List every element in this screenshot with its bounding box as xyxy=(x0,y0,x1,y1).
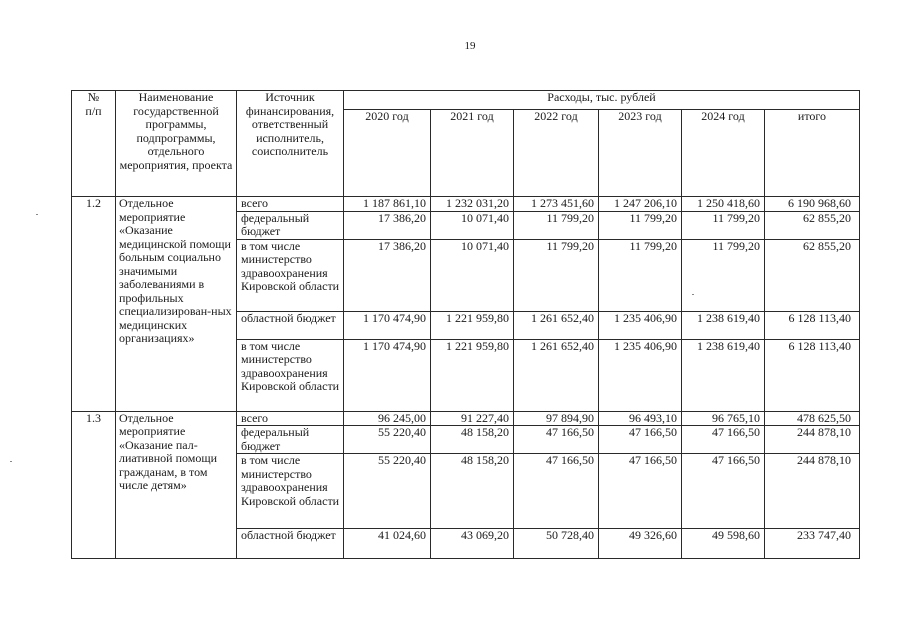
value-cell: 43 069,20 xyxy=(431,529,514,559)
value-cell: 50 728,40 xyxy=(514,529,599,559)
header-expenses: Расходы, тыс. рублей xyxy=(344,91,860,110)
source-cell: в том числе министерство здравоохранения Кировской области xyxy=(237,454,344,529)
value-cell: 1 170 474,90 xyxy=(344,339,431,411)
source-cell: всего xyxy=(237,411,344,426)
value-cell: 47 166,50 xyxy=(599,426,682,454)
header-name: Наименование государственной программы, подпрограммы, отдельного мероприятия, проекта xyxy=(116,91,237,197)
value-cell: 48 158,20 xyxy=(431,426,514,454)
expenses-table xyxy=(71,90,860,559)
value-cell: 1 261 652,40 xyxy=(514,339,599,411)
table-row xyxy=(72,411,860,426)
value-cell: 1 247 206,10 xyxy=(599,197,682,212)
total-cell: 244 878,10 xyxy=(765,454,860,529)
value-cell: 48 158,20 xyxy=(431,454,514,529)
measure-name: Отдельное мероприятие «Оказание пал-лиативной помощи гражданам, в том числе детям» xyxy=(116,411,237,559)
value-cell: 11 799,20 xyxy=(599,211,682,239)
header-year-2020: 2020 год xyxy=(344,110,431,197)
value-cell: 1 238 619,40 xyxy=(682,311,765,339)
total-cell: 6 190 968,60 xyxy=(765,197,860,212)
value-cell: 47 166,50 xyxy=(682,426,765,454)
row-number: 1.3 xyxy=(72,411,116,559)
value-cell: 47 166,50 xyxy=(599,454,682,529)
value-cell: 1 238 619,40 xyxy=(682,339,765,411)
value-cell: 1 261 652,40 xyxy=(514,311,599,339)
value-cell: 17 386,20 xyxy=(344,211,431,239)
total-cell: 244 878,10 xyxy=(765,426,860,454)
row-number: 1.2 xyxy=(72,197,116,412)
source-cell: федеральный бюджет xyxy=(237,211,344,239)
value-cell: 47 166,50 xyxy=(682,454,765,529)
value-cell: 1 221 959,80 xyxy=(431,339,514,411)
source-cell: в том числе министерство здравоохранения Кировской области xyxy=(237,339,344,411)
value-cell: 10 071,40 xyxy=(431,239,514,311)
value-cell: 17 386,20 xyxy=(344,239,431,311)
header-year-2021: 2021 год xyxy=(431,110,514,197)
value-cell: 49 598,60 xyxy=(682,529,765,559)
value-cell: 1 221 959,80 xyxy=(431,311,514,339)
value-cell: 91 227,40 xyxy=(431,411,514,426)
header-year-2022: 2022 год xyxy=(514,110,599,197)
header-year-2023: 2023 год xyxy=(599,110,682,197)
source-cell: федеральный бюджет xyxy=(237,426,344,454)
value-cell: 11 799,20 xyxy=(514,211,599,239)
source-cell: в том числе министерство здравоохранения Кировской области xyxy=(237,239,344,311)
value-cell: 96 765,10 xyxy=(682,411,765,426)
header-total: итого xyxy=(765,110,860,197)
value-cell: 1 235 406,90 xyxy=(599,311,682,339)
scan-speck xyxy=(36,214,38,215)
scan-speck xyxy=(10,461,12,462)
value-cell: 96 245,00 xyxy=(344,411,431,426)
value-cell: 11 799,20 xyxy=(514,239,599,311)
header-source: Источник финансирования, ответственный исполнитель, соисполнитель xyxy=(237,91,344,197)
total-cell: 62 855,20 xyxy=(765,211,860,239)
value-cell: 41 024,60 xyxy=(344,529,431,559)
value-cell: 47 166,50 xyxy=(514,426,599,454)
measure-name: Отдельное мероприятие «Оказание медицинской помощи больным социально значимыми заболеваниями в профильных специализирован-ных медицинских организациях» xyxy=(116,197,237,412)
total-cell: 6 128 113,40 xyxy=(765,339,860,411)
value-cell: 49 326,60 xyxy=(599,529,682,559)
source-cell: областной бюджет xyxy=(237,529,344,559)
value-cell: 55 220,40 xyxy=(344,454,431,529)
total-cell: 478 625,50 xyxy=(765,411,860,426)
value-cell: 11 799,20 xyxy=(682,211,765,239)
value-cell: 1 273 451,60 xyxy=(514,197,599,212)
value-cell: 1 232 031,20 xyxy=(431,197,514,212)
value-cell: 1 187 861,10 xyxy=(344,197,431,212)
value-cell: 11 799,20 xyxy=(599,239,682,311)
page-number: 19 xyxy=(464,40,476,52)
total-cell: 233 747,40 xyxy=(765,529,860,559)
value-cell: 11 799,20 xyxy=(682,239,765,311)
value-cell: 55 220,40 xyxy=(344,426,431,454)
total-cell: 6 128 113,40 xyxy=(765,311,860,339)
table-row xyxy=(72,197,860,212)
source-cell: всего xyxy=(237,197,344,212)
value-cell: 1 235 406,90 xyxy=(599,339,682,411)
value-cell: 1 170 474,90 xyxy=(344,311,431,339)
value-cell: 10 071,40 xyxy=(431,211,514,239)
header-num: № п/п xyxy=(72,91,116,197)
value-cell: 1 250 418,60 xyxy=(682,197,765,212)
scan-speck xyxy=(692,294,694,295)
source-cell: областной бюджет xyxy=(237,311,344,339)
value-cell: 47 166,50 xyxy=(514,454,599,529)
value-cell: 96 493,10 xyxy=(599,411,682,426)
total-cell: 62 855,20 xyxy=(765,239,860,311)
value-cell: 97 894,90 xyxy=(514,411,599,426)
header-year-2024: 2024 год xyxy=(682,110,765,197)
